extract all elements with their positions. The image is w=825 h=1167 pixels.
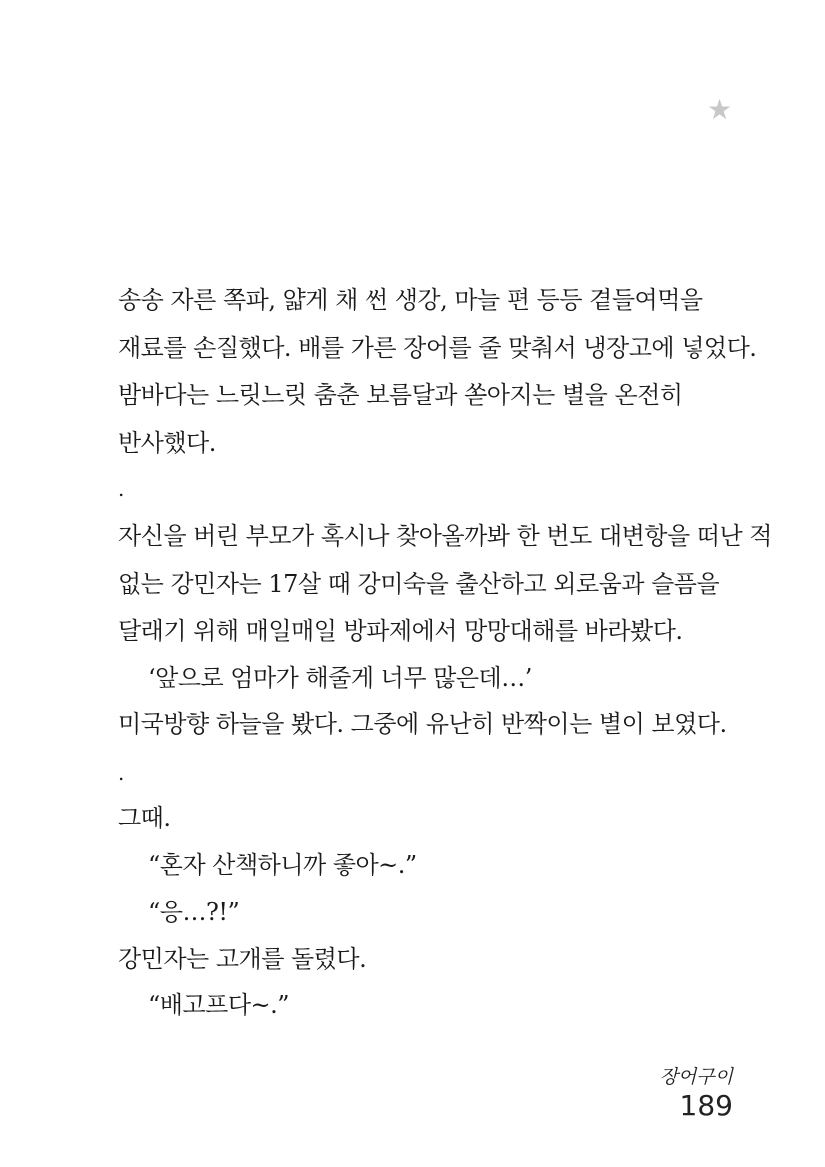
text-line: “혼자 산책하니까 좋아~.” — [148, 851, 417, 879]
text-line: “배고프다~.” — [148, 991, 290, 1019]
text-line: ‘앞으로 엄마가 해줄게 너무 많은데…’ — [148, 664, 532, 692]
text-line: 없는 강민자는 17살 때 강미숙을 출산하고 외로움과 슬픔을 — [118, 570, 720, 598]
text-line: 재료를 손질했다. 배를 가른 장어를 줄 맞춰서 냉장고에 넣었다. — [118, 334, 757, 362]
text-line: 달래기 위해 매일매일 방파제에서 망망대해를 바라봤다. — [118, 617, 683, 645]
text-line: 반사했다. — [118, 429, 216, 457]
text-line: 미국방향 하늘을 봤다. 그중에 유난히 반짝이는 별이 보였다. — [118, 710, 727, 738]
star-icon: ★ — [707, 93, 733, 126]
text-line: 그때. — [118, 804, 171, 832]
running-title: 장어구이 — [659, 1066, 733, 1088]
text-line: . — [118, 477, 124, 501]
text-line: 밤바다는 느릿느릿 춤춘 보름달과 쏟아지는 별을 온전히 — [118, 381, 683, 409]
text-line: “응…?!” — [148, 898, 240, 926]
text-line: 자신을 버린 부모가 혹시나 찾아올까봐 한 번도 대변항을 떠난 적 — [118, 522, 772, 550]
text-line: . — [118, 761, 124, 785]
text-line: 송송 자른 쪽파, 얇게 채 썬 생강, 마늘 편 등등 곁들여먹을 — [118, 286, 703, 314]
page-number: 189 — [679, 1089, 733, 1122]
text-line: 강민자는 고개를 돌렸다. — [118, 945, 367, 973]
